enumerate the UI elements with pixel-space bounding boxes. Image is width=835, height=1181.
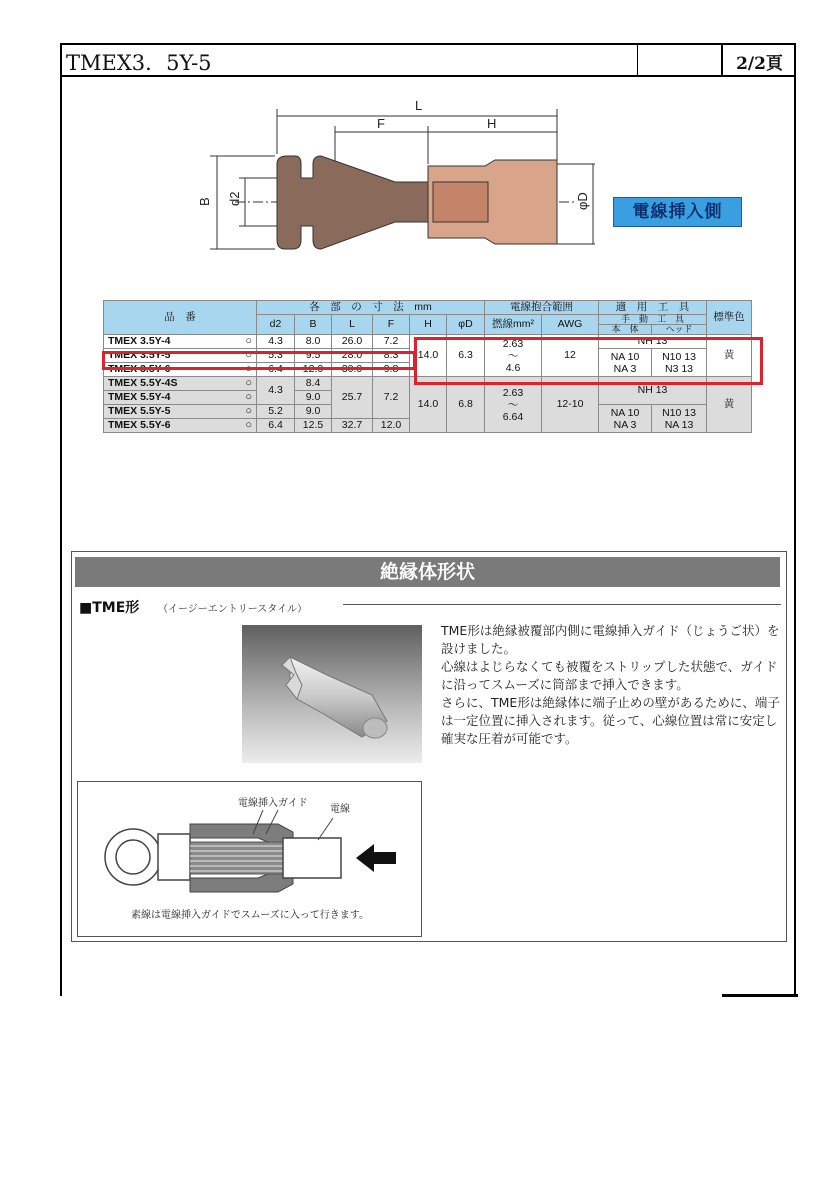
col-wire-range: 電線抱合範囲 <box>485 301 599 315</box>
col-d2: d2 <box>257 315 295 335</box>
dim-label-F: F <box>377 116 385 131</box>
table-row: TMEX 5.5Y-4S ○ 4.3 8.4 25.7 7.2 14.0 6.8 2.63 〜 6.64 12-10 NH 13 黄 <box>104 377 752 391</box>
wire-insertion-side-badge: 電線挿入側 <box>613 197 742 227</box>
header-page-cell <box>721 43 796 75</box>
table-row: TMEX 5.5Y-5 ○ 5.2 9.0 NA 10 NA 3 N10 13 NA 13 <box>104 405 752 419</box>
dim-label-B: B <box>197 197 212 206</box>
part-number: TMEX 3.5Y-5 <box>108 349 171 361</box>
col-strand: 撚線mm² <box>485 315 542 335</box>
col-tool-body: 本 体 <box>599 325 652 335</box>
col-F: F <box>373 315 410 335</box>
wire-guide-illustration <box>77 781 422 937</box>
description-paragraph: さらに、TME形は絶縁体に端子止めの壁があるために、端子は一定位置に挿入されます。従って、心線位置は常に安定し確実な圧着が可能です。 <box>441 695 780 746</box>
part-number: TMEX 5.5Y-6 <box>108 419 171 431</box>
col-part-number: 品 番 <box>104 301 257 335</box>
highlight-spec-box <box>414 337 763 385</box>
col-D: φD <box>447 315 485 335</box>
dim-label-D: φD <box>575 192 590 210</box>
highlight-row-box <box>102 351 416 370</box>
dim-label-H: H <box>487 116 497 131</box>
part-number: TMEX 5.5Y-4 <box>108 391 171 403</box>
part-number: TMEX 3.5Y-6 <box>108 363 171 375</box>
frame-bottom-mark <box>722 994 798 997</box>
col-color: 標準色 <box>707 301 752 335</box>
section-title: 絶縁体形状 <box>75 557 780 587</box>
col-manual-tool: 手 動 工 具 <box>599 315 707 325</box>
col-H: H <box>410 315 447 335</box>
col-dimensions: 各 部 の 寸 法 mm <box>257 301 485 315</box>
col-tool-head: ヘッド <box>652 325 707 335</box>
col-awg: AWG <box>542 315 599 335</box>
tme-subtitle-note: （イージーエントリースタイル） <box>158 604 308 615</box>
tme-description <box>441 622 785 748</box>
table-row: TMEX 3.5Y-6 ○ 6.4 12.0 30.0 9.8 <box>104 363 752 377</box>
table-row: TMEX 3.5Y-4 ○ 4.3 8.0 26.0 7.2 14.0 6.3 2.63 〜 4.6 12 NH 13 黄 <box>104 335 752 349</box>
part-number: TMEX 5.5Y-5 <box>108 405 171 417</box>
table-row: TMEX 5.5Y-6 ○ 6.4 12.5 32.7 12.0 <box>104 419 752 433</box>
page-number: 2/2頁 <box>736 54 783 74</box>
terminal-photo <box>242 625 422 763</box>
tme-subtitle: ■TME形 <box>79 600 140 616</box>
table-row: TMEX 5.5Y-4 ○ 9.0 <box>104 391 752 405</box>
col-L: L <box>332 315 373 335</box>
document-title: TMEX3．5Y-5 <box>66 51 212 75</box>
table-row: TMEX 3.5Y-5 ○ 5.3 9.5 28.0 8.3 NA 10 NA 3 N10 13 N3 13 <box>104 349 752 363</box>
wire-guide-drawing <box>78 782 421 936</box>
header-empty-cell <box>637 43 722 75</box>
illustration-caption: 素線は電線挿入ガイドでスムーズに入って行きます。 <box>131 910 369 921</box>
wire-label: 電線 <box>330 804 350 815</box>
part-number: TMEX 5.5Y-4S <box>108 377 178 389</box>
insert-arrow-icon <box>356 844 396 872</box>
part-number: TMEX 3.5Y-4 <box>108 335 171 347</box>
header <box>60 43 796 77</box>
col-tool: 適 用 工 具 <box>599 301 707 315</box>
subtitle-rule <box>343 604 781 605</box>
description-paragraph: TME形は絶縁被覆部内側に電線挿入ガイド（じょうご状）を設けました。 <box>441 623 780 656</box>
dim-label-d2: d2 <box>227 191 242 206</box>
col-B: B <box>295 315 332 335</box>
terminal-dimension-drawing <box>195 94 595 259</box>
dim-label-L: L <box>415 98 423 113</box>
description-paragraph: 心線はよじらなくても被覆をストリップした状態で、ガイドに沿ってスムーズに筒部まで挿入できます。 <box>441 659 778 692</box>
guide-label: 電線挿入ガイド <box>238 798 308 809</box>
